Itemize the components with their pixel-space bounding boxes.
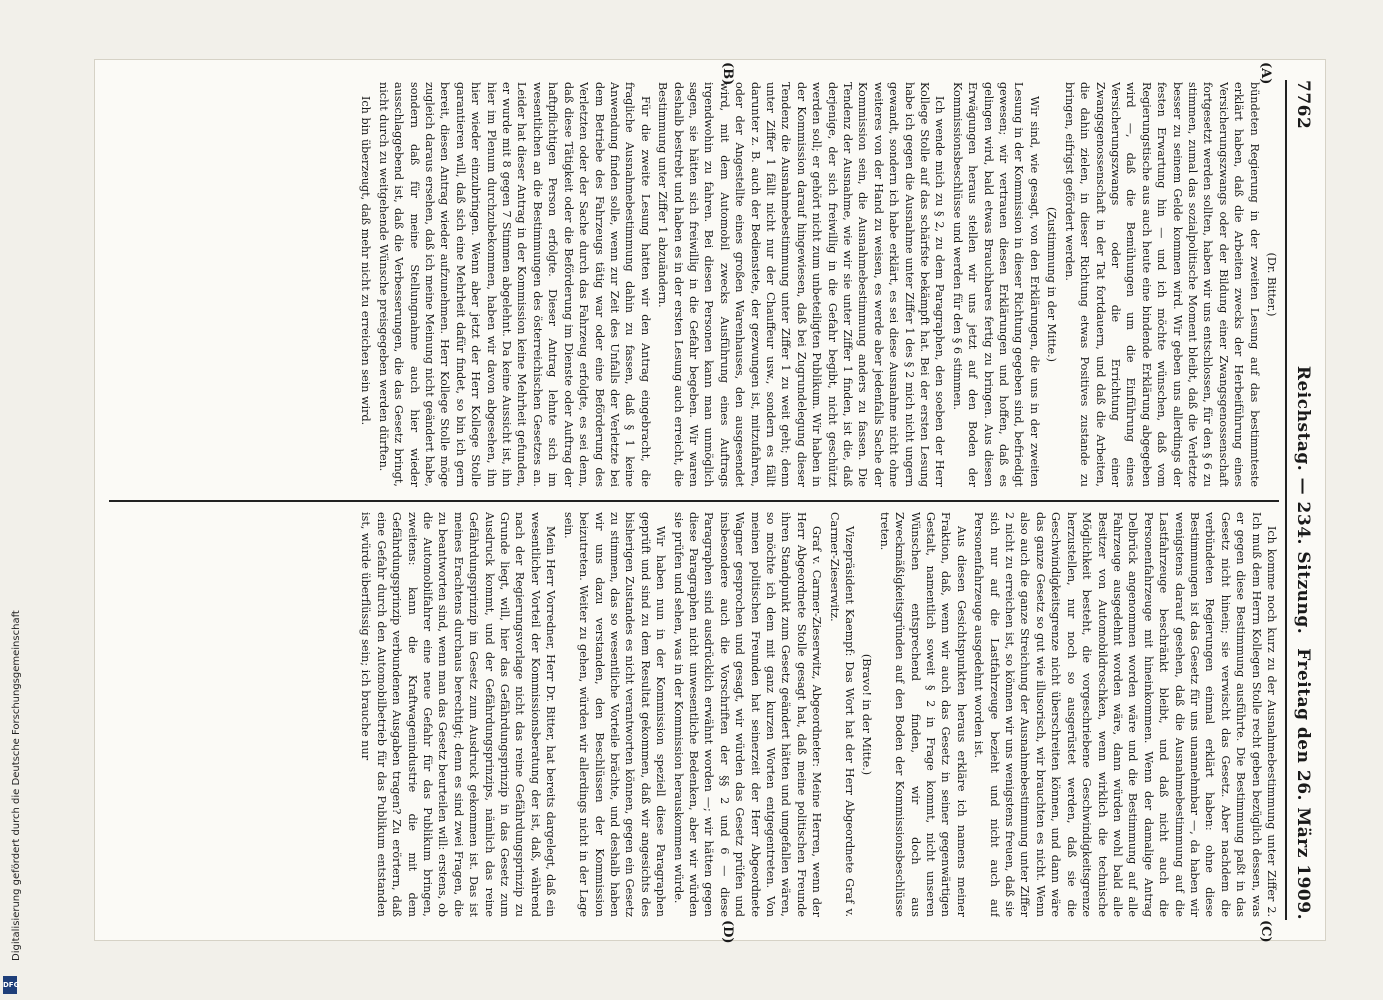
speaker-label: (Dr. Bitter.) [1265,252,1278,317]
paragraph: Ich bin überzeugt, daß mehr nicht zu erreichen sein wird. [359,96,373,426]
paragraph: Mein Herr Vorredner, Herr Dr. Bitter, hat bereits dargelegt, daß ein wesentlicher Vorteil der Kommissionsberatung der ist, daß, während nach der Regierungsvorlage nicht das reine Gefährdungsprinzip zu Grunde liegt, will, hier das Gefährdungsprinzip in das Gesetz zum Ausdruck kommt, und der Gefährdungsprinzips, nämlich das reine Gefährdungsprinzip im Gesetz zum Ausdruck gekommen ist. Das ist meines Erachtens durchaus berechtigt; denn es sind zwei Fragen, die zu beantworten sind, wenn man das Gesetz beurteilen will: erstens, ob die Automobilfahrer eine neue Gefahr für das Publikum bringen, zweitens: kann die Kraftwagenindustrie die mit dem Gefährdungsprinzip verbundenen Ausgaben tragen? Zu erörtern, daß eine Gefahr durch den Automobilbetrieb für das Publikum entstanden ist, würde überflüssig sein; ich brauche nur [359,512,558,917]
paragraph: Graf v. Carmer-Zieserwitz, Abgeordneter: Meine Herren, wenn der Herr Abgeordnete Stolle gesagt hat, daß meine politischen Freunde ihren Standpunkt zum Gesetz geändert hätten und umgefallen wären, so möchte ich dem mit ganz kurzen Worten entgegentreten. Von meinen politischen Freunden hat seinerzeit der Herr Abgeordnete Wagner gesprochen und gesagt, wir würden das Gesetz prüfen und insbesondere auch die Vorschriften der §§ 2 und 6 — diese Paragraphen sind ausdrücklich erwähnt worden —; wir hätten gegen diese Paragraphen nicht unwesentliche Bedenken, aber wir würden sie prüfen und sehen, was in der Kommission herauskommen würde. [671,512,824,917]
paragraph: Wir haben nun in der Kommission speziell diese Paragraphen geprüft und sind zu dem Resultat gekommen, daß wir angesichts des bisherigen Zustandes es nicht verantworten können, gegen ein Gesetz zu stimmen, das so wesentliche Vorteile brächte, und deshalb haben wir uns dazu verstanden, den Beschlüssen der Kommission beizutreten. Weiter zu gehen, würden wir allerdings nicht in der Lage sein. [561,512,668,917]
right-column [109,512,1279,917]
session-date: Freitag den 26. März 1909. [1293,648,1313,920]
page-number: 7762 [1293,80,1313,130]
paragraph: Ich wende mich zu § 2, zu dem Paragraphen, den soeben der Herr Kollege Stolle auf das schärfste bekämpft hat. Bei der ersten Lesung habe ich gegen die Ausnahme unter Ziffer 1 des § 2 mich nicht ungern gewandt, sondern ich habe erklärt, es sei diese Ausnahme nicht ohne weiteres von der Hand zu weisen, es werde aber jedenfalls Sache der Kommission sein, die Ausnahmebestimmung anders zu fassen. Die Tendenz der Ausnahme, wie wir sie unter Ziffer 1 finden, ist die, daß derjenige, der sich freiwillig in die Gefahr begibt, nicht geschützt werden soll; er gehört nicht zum unbeteiligten Publikum. Wir haben in der Kommission darauf hingewiesen, daß bei Zugrundelegung dieser Tendenz die Ausnahmebestimmung unter Ziffer 1 zu weit geht; denn unter Ziffer 1 fällt nicht nur der Chauffeur usw., sondern es fällt darunter z. B. auch der Bedienstete, der gezwungen ist, mitzufahren, oder der Angestellte eines großen Warenhauses, den ausgesendet wird, mit dem Automobil zwecks Ausführung eines Auftrags irgendwohin zu fahren. Bei diesen Personen kann man unmöglich sagen, sie hätten sich freiwillig in die Gefahr begeben. Wir waren deshalb bestrebt und haben es in der ersten Lesung auch erreicht, die Bestimmung unter Ziffer 1 abzuändern. [656,82,947,487]
interjection: (Bravo! in der Mitte.) [860,653,874,776]
paragraph: bündeten Regierung in der zweiten Lesung auf das bestimmteste erklärt haben, daß die Arbeiten zwecks der Herbeiführung eines Versicherungszwangs oder der Bildung einer Zwangsgenossenschaft fortgesetzt werden sollten, haben wir uns entschlossen, für den § 6 zu stimmen, zumal das sozialpolitische Moment bleibt, daß die Verletzte besser zu seinem Gelde kommen wird. Wir geben uns allerdings der festen Erwartung hin — und ich möchte wünschen, daß vom Regierungstische aus auch heute eine bindende Erklärung abgegeben wird —, daß die Bemühungen um die Einführung eines Versicherungszwangs oder die Errichtung einer Zwangsgenossenschaft in der Tat fortdauern, und daß die Arbeiten, die dahin zielen, in dieser Richtung etwas Positives zustande zu bringen, eifrigst gefördert werden. [1062,82,1261,487]
document-page [95,60,1325,944]
scanned-page-wrapper [95,60,1325,944]
left-column [109,82,1279,487]
digitization-credit [0,0,22,1000]
margin-marker-a: (A) [1258,62,1273,85]
margin-marker-b: (B) [720,62,735,86]
margin-marker-d: (D) [720,920,735,944]
running-title: Reichstag. — 234. Sitzung. [1293,365,1313,635]
header-rule [1285,80,1287,920]
column-divider [109,500,1279,502]
paragraph: Aus diesen Gesichtspunkten heraus erkläre ich namens meiner Fraktion, daß, wenn wir auch das Gesetz in seiner gegenwärtigen Gestalt, namentlich soweit § 2 in Frage kommt, nicht unseren Wünschen entsprechend finden, wir doch aus Zweckmäßigkeitsgründen auf den Boden der Kommissionsbeschlüsse treten. [877,512,968,917]
credit-text: Digitalisierung gefördert durch die Deutsche Forschungsgemeinschaft [11,610,22,961]
paragraph: Ich komme noch kurz zu der Ausnahmebestimmung unter Ziffer 2. Ich muß dem Herrn Kollegen Stolle recht geben bezüglich dessen, was er gegen diese Bestimmung ausführte. Die Bestimmung paßt in das Gesetz nicht hinein; sie verwischt das Gesetz. Aber nachdem die verbündeten Regierungen einmal erklärt haben: ohne diese Bestimmungen ist das Gesetz für uns unannehmbar —, da haben wir wenigstens darauf gesehen, daß die Ausnahmebestimmung auf die Lastfahrzeuge beschränkt bleibt, und daß nicht auch die Personenfahrzeuge mit hineinkommen. Wenn der damalige Antrag Delbrück angenommen worden wäre und die Bestimmung auf alle Fahrzeuge ausgedehnt worden wäre, dann würden wohl bald alle Besitzer von Automobildroschken, wenn wirklich die technische Möglichkeit besteht, die vorgeschriebene Geschwindigkeitsgrenze herzustellen, nur noch so ausgerüstet werden, daß sie die Geschwindigkeitsgrenze nicht überschreiten können, und dann wäre das ganze Gesetz so gut wie illusorisch, wir brauchten es nicht. Wenn also auch die ganze Streichung der Ausnahmebestimmung unter Ziffer 2 nicht zu erreichen ist, so können wir uns wenigstens freuen, daß sie sich nur auf die Lastfahrzeuge bezieht und nicht auch auf Personenfahrzeuge ausgedehnt worden ist. [972,512,1278,917]
paragraph: Für die zweite Lesung hatten wir den Antrag eingebracht, die fragliche Ausnahmebestimmung dahin zu fassen, daß § 1 keine Anwendung finden solle, wenn zur Zeit des Unfalls der Verletzte bei dem Betriebe des Fahrzeugs tätig war oder eine Beförderung des Verletzten oder der Sache durch das Fahrzeug erfolgte, es sei denn, daß diese Tätigkeit oder die Beförderung im Dienste oder Auftrag der haftpflichtigen Person erfolgte. Dieser Antrag lehnte sich im wesentlichen an die Bestimmungen des österreichischen Gesetzes an. Leider hat dieser Antrag in der Kommission keine Mehrheit gefunden, er wurde mit 8 gegen 7 Stimmen abgelehnt. Da keine Aussicht ist, ihn hier im Plenum durchzubekommen, haben wir davon abgesehen, ihn hier wieder einzubringen. Wenn aber jetzt der Herr Kollege Stolle garantieren will, daß sich eine Mehrheit dafür findet, so bin ich gern bereit, diesen Antrag wieder aufzunehmen. Herr Kollege Stolle möge zugleich daraus ersehen, daß ich meine Meinung nicht geändert habe, sondern daß für meine Stellungnahme auch hier wieder ausschlaggebend ist, daß die Verbesserungen, die das Gesetz bringt, nicht durch zu weitgehende Wünsche preisgegeben werden dürften. [376,82,652,487]
interjection: (Zustimmung in der Mitte.) [1045,206,1059,363]
page-header [1287,80,1317,920]
paragraph: Vizepräsident Kaempf: Das Wort hat der Herr Abgeordnete Graf v. Carmer-Zieserwitz. [827,512,857,917]
dfg-logo: DFG [3,976,17,994]
margin-marker-c: (C) [1258,920,1273,943]
paragraph: Wir sind, wie gesagt, von den Erklärungen, die uns in der zweiten Lesung in der Kommission in dieser Richtung gegeben sind, befriedigt gewesen; wir vertrauen diesen Erklärungen und hoffen, daß es gelingen wird, bald etwas Brauchbares fertig zu bringen. Aus diesen Erwägungen heraus stellen wir uns jetzt auf den Boden der Kommissionsbeschlüsse und werden für den § 6 stimmen. [950,82,1041,487]
